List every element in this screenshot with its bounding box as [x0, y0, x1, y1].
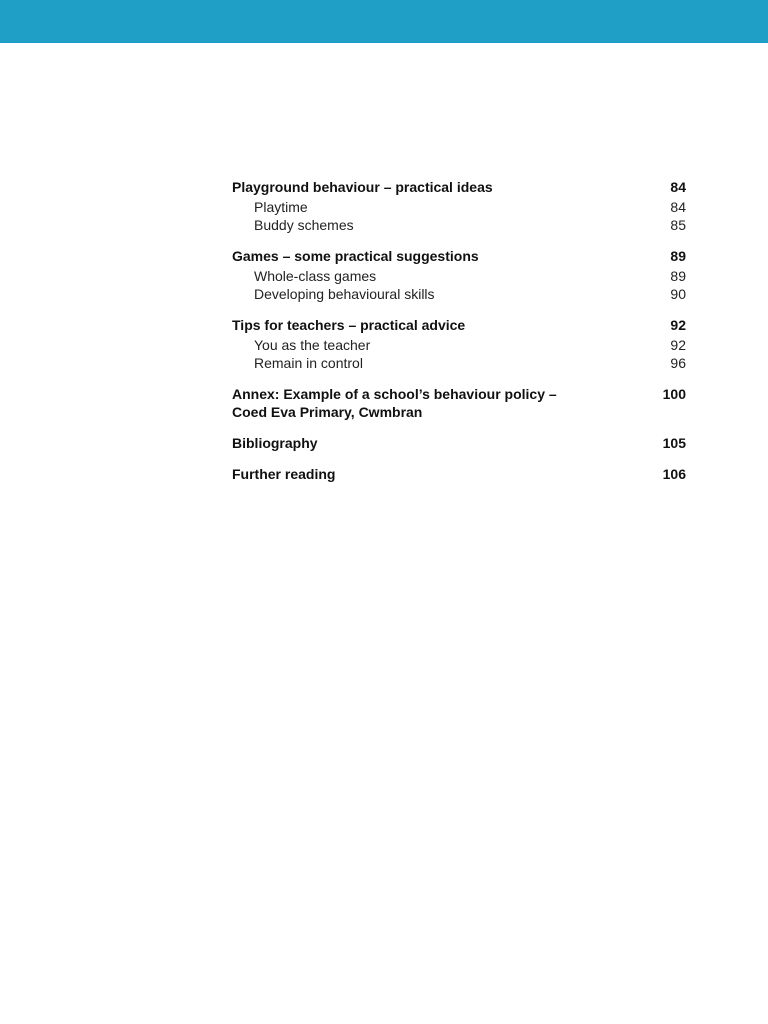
- toc-subitem-label: Remain in control: [254, 354, 363, 371]
- toc-heading[interactable]: [232, 178, 686, 196]
- toc-subitem[interactable]: [232, 268, 686, 286]
- toc-page-number: 92: [670, 337, 686, 353]
- toc-heading[interactable]: [232, 316, 686, 334]
- toc-page-number: 96: [670, 354, 686, 371]
- toc-page-number: 89: [670, 268, 686, 284]
- toc-heading-title-line: Coed Eva Primary, Cwmbran: [232, 404, 423, 420]
- toc-heading-title: Bibliography: [232, 435, 318, 451]
- toc-page-number: 106: [662, 466, 686, 482]
- toc-heading[interactable]: [232, 465, 686, 483]
- toc-section-annex: [232, 385, 686, 421]
- toc-page-number: 84: [670, 199, 686, 215]
- toc-heading-title: [232, 385, 557, 421]
- toc-heading[interactable]: [232, 434, 686, 452]
- toc-section-tips: [232, 316, 686, 372]
- toc-heading[interactable]: [232, 247, 686, 265]
- toc-subitem[interactable]: [232, 355, 686, 373]
- toc-heading-title: Games – some practical suggestions: [232, 248, 479, 264]
- toc-page-number: 92: [670, 317, 686, 333]
- toc-page-number: 90: [670, 285, 686, 302]
- toc-subitem-label: Whole-class games: [254, 268, 377, 284]
- toc-subitem[interactable]: [232, 286, 686, 304]
- toc-heading-title: Playground behaviour – practical ideas: [232, 179, 493, 195]
- toc-page-number: 100: [662, 386, 686, 402]
- toc-subitem[interactable]: [232, 199, 686, 217]
- toc-section-bibliography: [232, 434, 686, 452]
- toc-subitem[interactable]: [232, 217, 686, 235]
- toc-heading[interactable]: [232, 385, 686, 421]
- toc-page-number: 84: [670, 179, 686, 195]
- toc-section-playground: [232, 178, 686, 234]
- toc-subitem-label: You as the teacher: [254, 337, 371, 353]
- toc-subitem[interactable]: [232, 337, 686, 355]
- toc-page-number: 89: [670, 248, 686, 264]
- header-band: [0, 0, 768, 43]
- toc-page-number: 105: [662, 435, 686, 451]
- toc-heading-title: Tips for teachers – practical advice: [232, 317, 466, 333]
- toc-section-further-reading: [232, 465, 686, 483]
- toc-subitem-label: Buddy schemes: [254, 216, 354, 233]
- table-of-contents: [232, 178, 686, 496]
- toc-heading-title: Further reading: [232, 466, 336, 482]
- toc-page-number: 85: [670, 216, 686, 233]
- toc-subitem-label: Playtime: [254, 199, 308, 215]
- toc-subitem-label: Developing behavioural skills: [254, 285, 435, 302]
- toc-section-games: [232, 247, 686, 303]
- toc-heading-title-line: Annex: Example of a school’s behaviour policy –: [232, 386, 557, 402]
